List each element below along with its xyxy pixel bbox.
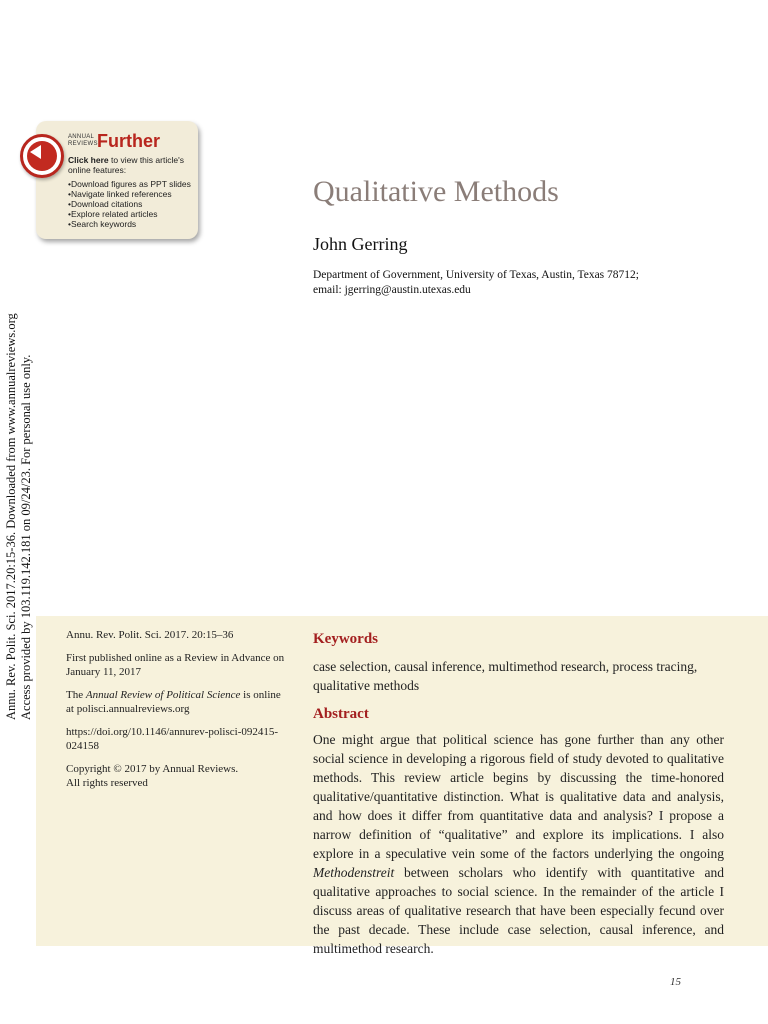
doi-link[interactable]: https://doi.org/10.1146/annurev-polisci-092415-024158 — [66, 726, 279, 752]
feature-navigate-references[interactable]: • Navigate linked references — [68, 189, 191, 199]
download-notice-line-2: Access provided by 103.119.142.181 on 09/24/23. For personal use only. — [19, 354, 33, 720]
affiliation-line: Department of Government, University of Texas, Austin, Texas 78712; — [313, 269, 639, 281]
feature-search-keywords[interactable]: • Search keywords — [68, 219, 191, 229]
page-number: 15 — [670, 976, 681, 988]
feature-download-citations[interactable]: • Download citations — [68, 199, 191, 209]
further-features-list — [68, 179, 191, 229]
article-meta — [66, 628, 286, 790]
annual-reviews-logo: ANNUAL REVIEWS — [68, 134, 98, 147]
abstract-heading: Abstract — [313, 706, 369, 722]
article-title: Qualitative Methods — [313, 175, 559, 208]
citation: Annu. Rev. Polit. Sci. 2017. 20:15–36 — [66, 629, 234, 641]
keywords-list: case selection, causal inference, multimethod research, process tracing, qualitative methods — [313, 659, 698, 693]
feature-related-articles[interactable]: • Explore related articles — [68, 209, 191, 219]
further-description: Click here to view this article's online features: — [68, 155, 184, 175]
keywords-heading: Keywords — [313, 631, 378, 647]
feature-download-figures[interactable]: • Download figures as PPT slides — [68, 179, 191, 189]
further-features-box[interactable] — [20, 121, 200, 242]
author-affiliation — [313, 268, 733, 298]
download-notice-line-1: Annu. Rev. Polit. Sci. 2017.20:15-36. Downloaded from www.annualreviews.org — [4, 313, 18, 720]
first-published: First published online as a Review in Advance on January 11, 2017 — [66, 652, 285, 678]
author-email[interactable]: email: jgerring@austin.utexas.edu — [313, 284, 471, 296]
copyright: Copyright © 2017 by Annual Reviews. All rights reserved — [66, 763, 239, 789]
back-arrow-icon[interactable] — [20, 134, 64, 178]
journal-online: The Annual Review of Political Science is online at polisci.annualreviews.org — [66, 689, 281, 715]
click-here-link[interactable]: Click here — [68, 155, 109, 165]
abstract-text: One might argue that political science has gone further than any other social science in developing a rigorous field of study devoted to qualitative methods. This review article begins by discussing the time-honored qualitative/quantitative distinction. What is qualitative data and analysis, and how does it differ from quantitative data and analysis? I propose a narrow definition of “qualitative” and explore its implications. I also explore in a speculative vein some of the factors underlying the ongoing Methodenstreit between scholars who identify with quantitative and qualitative approaches to social science. In the remainder of the article I discuss areas of qualitative research that have been especially fecund over the past decade. These include case selection, causal inference, and multimethod research. — [313, 732, 724, 956]
article-author: John Gerring — [313, 234, 408, 254]
further-title: Further — [97, 131, 160, 151]
